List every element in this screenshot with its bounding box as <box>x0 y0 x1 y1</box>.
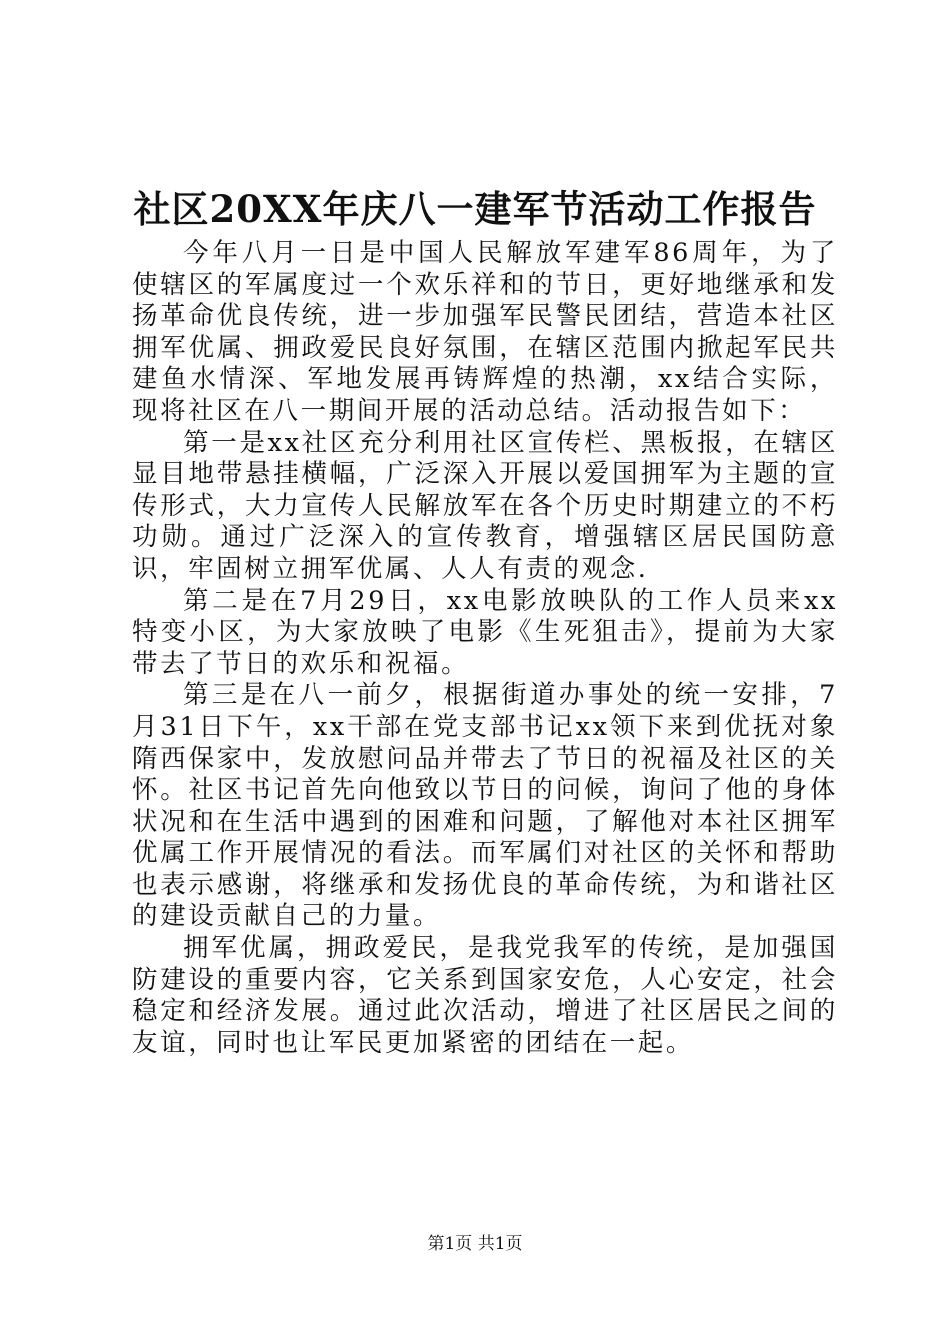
paragraph-second-activity: 第二是在7月29日，xx电影放映队的工作人员来xx特变小区，为大家放映了电影《生死狙击》，提前为大家带去了节日的欢乐和祝福。 <box>132 585 838 679</box>
document-body <box>132 238 838 1059</box>
paragraph-third-activity: 第三是在八一前夕，根据街道办事处的统一安排，7月31日下午，xx干部在党支部书记xx领下来到优抚对象隋西保家中，发放慰问品并带去了节日的祝福及社区的关怀。社区书记首先向他致以节日的问候，询问了他的身体状况和在生活中遇到的困难和问题，了解他对本社区拥军优属工作开展情况的看法。而军属们对社区的关怀和帮助也表示感谢，将继承和发扬优良的革命传统，为和谐社区的建设贡献自己的力量。 <box>132 680 838 932</box>
page-footer: 第1页 共1页 <box>427 1234 523 1254</box>
paragraph-conclusion: 拥军优属，拥政爱民，是我党我军的传统，是加强国防建设的重要内容，它关系到国家安危，人心安定，社会稳定和经济发展。通过此次活动，增进了社区居民之间的友谊，同时也让军民更加紧密的团结在一起。 <box>132 933 838 1058</box>
paragraph-first-activity: 第一是xx社区充分利用社区宣传栏、黑板报，在辖区显目地带悬挂横幅，广泛深入开展以爱国拥军为主题的宣传形式，大力宣传人民解放军在各个历史时期建立的不朽功勋。通过广泛深入的宣传教育，增强辖区居民国防意识，牢固树立拥军优属、人人有责的观念. <box>132 427 838 584</box>
page-title: 社区20XX年庆八一建军节活动工作报告 <box>133 187 817 231</box>
paragraph-intro: 今年八月一日是中国人民解放军建军86周年，为了使辖区的军属度过一个欢乐祥和的节日，更好地继承和发扬革命优良传统，进一步加强军民警民团结，营造本社区拥军优属、拥政爱民良好氛围，在辖区范围内掀起军民共建鱼水情深、军地发展再铸辉煌的热潮，xx结合实际，现将社区在八一期间开展的活动总结。活动报告如下： <box>132 238 838 426</box>
